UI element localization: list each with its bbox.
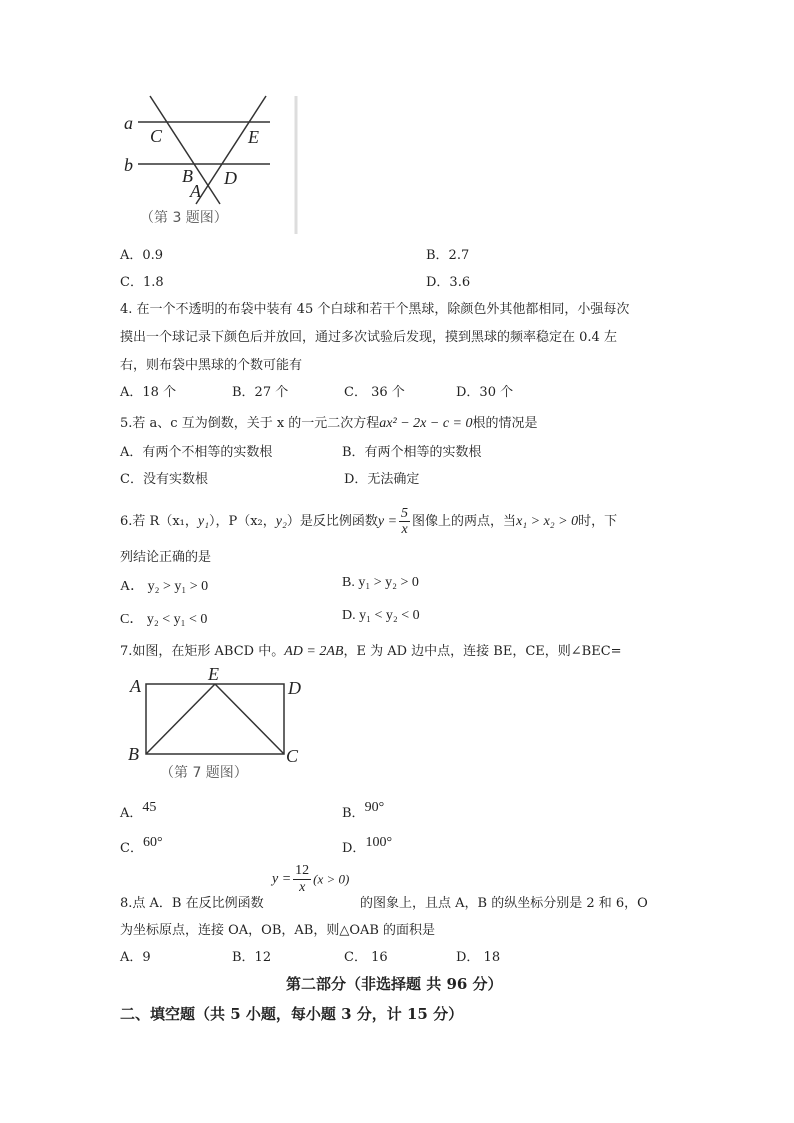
fig3-label-b: b xyxy=(124,155,133,175)
q4-option-d: D．30 个 xyxy=(456,385,514,400)
fig3-label-A: A xyxy=(190,181,201,201)
q8-option-a: A．9 xyxy=(120,950,151,965)
fig3-label-E: E xyxy=(248,127,259,147)
fig7-label-B: B xyxy=(128,744,139,764)
q8-func-cond: (x > 0) xyxy=(313,871,350,887)
q3-option-a: A．0.9 xyxy=(120,248,164,263)
q6-stem xyxy=(120,506,617,537)
q7-option-b-value: 90° xyxy=(364,800,385,815)
q6-func-num: 5 xyxy=(401,506,409,521)
q3-option-b: B．2.7 xyxy=(426,248,470,263)
q7-option-a xyxy=(120,802,156,822)
q6-cond: x₁ > x₂ > 0 xyxy=(516,514,579,529)
figure-q7 xyxy=(120,662,310,782)
q6-prefix: 6.若 R（x₁， xyxy=(120,514,198,529)
q6-option-d: D. y₁ < y₂ < 0 xyxy=(342,608,420,623)
q6-fraction xyxy=(399,506,410,537)
q7-option-c xyxy=(120,837,163,857)
q7-option-c-value: 60° xyxy=(142,835,163,850)
q8-func-num: 12 xyxy=(295,863,310,878)
q5-option-b: B．有两个相等的实数根 xyxy=(342,445,482,460)
fig3-label-B: B xyxy=(182,166,193,186)
q6-option-a: A． y₂ > y₁ > 0 xyxy=(120,579,209,594)
q7-option-d xyxy=(342,837,392,857)
q8-suffix: 的图象上，且点 A，B 的纵坐标分别是 2 和 6，O xyxy=(360,896,648,911)
q6-func-den: x xyxy=(401,522,408,537)
q7-cond: AD = 2AB xyxy=(284,644,344,659)
part2-title: 第二部分（非选择题 共 96 分） xyxy=(286,975,503,993)
q4-line1: 4. 在一个不透明的布袋中装有 45 个白球和若干个黑球，除颜色外其他都相同，小强每次 xyxy=(120,302,630,317)
q4-option-c: C． 36 个 xyxy=(344,385,405,400)
fig7-label-C: C xyxy=(286,746,299,766)
q7-suffix: ，E 为 AD 边中点，连接 BE，CE，则∠BEC= xyxy=(343,644,622,659)
fig7-label-A: A xyxy=(130,676,141,696)
q8-option-c: C． 16 xyxy=(344,950,388,965)
q7-option-b xyxy=(342,802,384,822)
q6-mid2: ）是反比例函数 xyxy=(286,514,378,529)
q6-func-lhs: y = xyxy=(377,514,398,529)
q5-prefix: 5.若 a、c 互为倒数，关于 x 的一元二次方程 xyxy=(120,416,380,431)
q7-option-d-label: D． xyxy=(342,841,366,856)
q8-func-den: x xyxy=(299,880,306,895)
q3-option-c: C．1.8 xyxy=(120,275,164,290)
q5-option-c: C．没有实数根 xyxy=(120,472,208,487)
q6-mid3: 图像上的两点，当 xyxy=(412,514,517,529)
q8-fraction xyxy=(293,863,311,896)
q5-option-a: A．有两个不相等的实数根 xyxy=(120,445,273,460)
q6-y1: y₁ xyxy=(197,514,209,529)
fig7-caption: （第 7 题图） xyxy=(160,765,248,781)
q7-option-d-value: 100° xyxy=(365,835,393,850)
q4-line3: 右，则布袋中黑球的个数可能有 xyxy=(120,358,303,373)
fig7-label-D: D xyxy=(288,678,301,698)
fig3-label-a: a xyxy=(124,113,133,133)
q4-line2: 摸出一个球记录下颜色后并放回，通过多次试验后发现，摸到黑球的频率稳定在 0.4 左 xyxy=(120,330,617,345)
q6-y2: y₂ xyxy=(275,514,287,529)
q8-line2: 为坐标原点，连接 OA，OB，AB，则△OAB 的面积是 xyxy=(120,923,436,938)
fig3-label-C: C xyxy=(150,126,163,146)
q5-stem xyxy=(120,412,538,432)
q7-stem xyxy=(120,640,622,660)
q6-suffix: 时，下 xyxy=(578,514,618,529)
q4-option-a: A．18 个 xyxy=(120,385,177,400)
fig3-caption: （第 3 题图） xyxy=(140,210,228,226)
q4-option-b: B．27 个 xyxy=(232,385,289,400)
q8-option-b: B．12 xyxy=(232,950,272,965)
q6-option-b: B. y₁ > y₂ > 0 xyxy=(342,575,419,590)
q6-line2: 列结论正确的是 xyxy=(120,550,212,565)
q6-option-c: C． y₂ < y₁ < 0 xyxy=(120,612,208,627)
section2-title: 二、填空题（共 5 小题，每小题 3 分，计 15 分） xyxy=(120,1005,464,1023)
q8-function xyxy=(272,863,349,896)
q7-option-a-value: 45 xyxy=(142,800,157,815)
q7-option-b-label: B． xyxy=(342,806,365,821)
q3-option-d: D．3.6 xyxy=(426,275,471,290)
q8-func-lhs: y = xyxy=(272,871,292,887)
fig3-label-D: D xyxy=(224,168,237,188)
q7-prefix: 7.如图，在矩形 ABCD 中。 xyxy=(120,644,285,659)
figure-q3 xyxy=(118,92,300,234)
q5-suffix: 根的情况是 xyxy=(472,416,538,431)
q5-equation: ax² − 2x − c = 0 xyxy=(379,416,473,431)
fig7-label-E: E xyxy=(208,664,219,684)
q8-option-d: D． 18 xyxy=(456,950,501,965)
q7-option-a-label: A． xyxy=(120,806,143,821)
q7-option-c-label: C． xyxy=(120,841,143,856)
q8-prefix: 8.点 A．B 在反比例函数 xyxy=(120,896,264,911)
q5-option-d: D．无法确定 xyxy=(344,472,420,487)
q6-mid1: ），P（x₂， xyxy=(208,514,276,529)
